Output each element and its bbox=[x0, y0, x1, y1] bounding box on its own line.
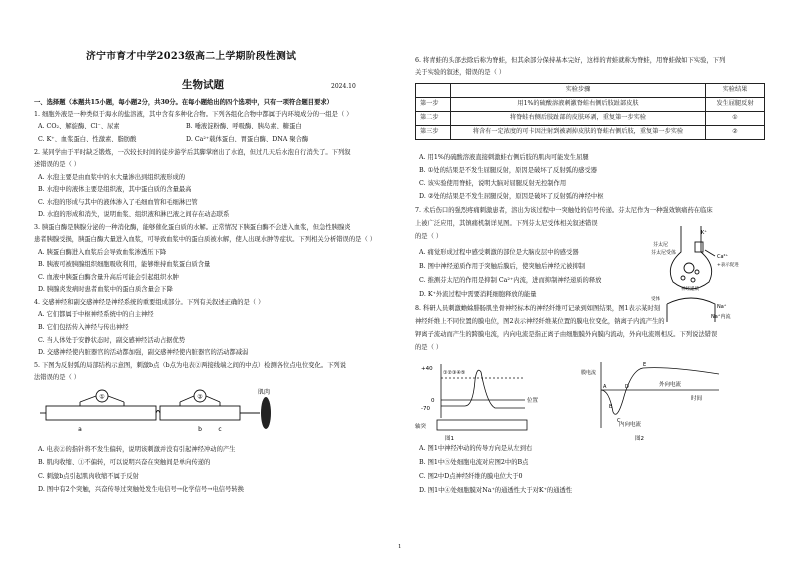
exam-date: 2024.10 bbox=[331, 83, 356, 90]
q6-stem-2: 关于实验的叙述，错误的是（ ） bbox=[415, 69, 506, 76]
q8-option-b: B. 图1中⑤处细胞电流对应图2中的B点 bbox=[419, 459, 529, 466]
svg-text:-70: -70 bbox=[421, 406, 430, 412]
q8-option-d: D. 图1中④处细胞膜对Na⁺的通透性大于对K⁺的通透性 bbox=[419, 487, 573, 494]
svg-text:+40: +40 bbox=[421, 366, 433, 372]
q1-option-a: A. CO₂、解旋酶、Cl⁻、尿素 bbox=[38, 123, 120, 130]
svg-text:芬太尼: 芬太尼 bbox=[653, 242, 669, 248]
q4-option-b: B. 它们包括传入神经与传出神经 bbox=[38, 324, 129, 331]
svg-text:内向电流: 内向电流 bbox=[619, 422, 642, 428]
q2-option-b: B. 水泡中的液体主要是组织液，其中蛋白质的含量最高 bbox=[38, 186, 192, 193]
q6-option-d: D. ②处的结果是不发生屈腿反射，原因是破坏了反射弧的神经中枢 bbox=[419, 193, 604, 200]
q8-stem-2: 神经纤维上不同位置的膜电位，图2表示神经纤维某位置的膜电位变化，钠离子内流产生的 bbox=[415, 318, 665, 325]
q6-option-a: A. 用1%的硫酸溶液直接刺激蛙右侧后肢的肌肉可能发生屈腿 bbox=[419, 154, 589, 161]
experiment-table bbox=[415, 83, 765, 140]
svg-text:+表示促进: +表示促进 bbox=[717, 263, 739, 268]
q1-stem: 1. 细胞外液是一种类似于海水的盐溶液，其中含有多种化合物。下列各组化合物中都属于内环境成分的一组是（ ） bbox=[34, 111, 353, 118]
table-header-step: 实验步骤 bbox=[451, 84, 706, 98]
svg-text:E: E bbox=[643, 362, 647, 368]
svg-text:a: a bbox=[78, 426, 82, 433]
q4-option-a: A. 它们都属于中枢神经系统中的自主神经 bbox=[38, 311, 154, 318]
q7-option-c: C. 推测芬太尼的作用是抑制 Ca²⁺内流，进而抑制神经递质的释放 bbox=[419, 277, 602, 284]
muscle-label: 肌肉 bbox=[258, 389, 271, 396]
svg-text:神经递质: 神经递质 bbox=[681, 287, 699, 292]
q4-option-d: D. 交感神经使内脏器官的活动都加强，副交感神经使内脏器官的活动都减弱 bbox=[38, 349, 249, 356]
figure-2 bbox=[579, 360, 729, 442]
q2-option-a: A. 水泡主要是由血浆中的水大量渗出到组织液形成的 bbox=[38, 174, 186, 181]
school-title: 济宁市育才中学2023级高二上学期阶段性测试 bbox=[86, 51, 297, 62]
muscle-shape bbox=[261, 397, 271, 429]
q7-stem-3: 的是（ ） bbox=[415, 233, 443, 240]
svg-text:c: c bbox=[218, 426, 222, 433]
svg-text:时间: 时间 bbox=[691, 396, 703, 402]
svg-text:受体: 受体 bbox=[651, 297, 660, 302]
q6-option-b: B. ①处的结果是不发生屈腿反射，原因是破坏了反射弧的感受器 bbox=[419, 167, 597, 174]
q5-stem-1: 5. 下图为反射弧的局部结构示意图，刺激b点（b点为电表②两接线端之间的中点）检测各位点电位变化。下列说 bbox=[34, 362, 347, 369]
q3-stem-2: 患者胰腺受损，胰蛋白酶大量进入血浆，可导致血浆中的蛋白质被水解，使人出现水肿等症状。下列相关分析错误的是（ ） bbox=[34, 236, 377, 243]
svg-text:图1: 图1 bbox=[445, 436, 454, 442]
svg-text:轴突: 轴突 bbox=[415, 424, 427, 430]
q3-stem-1: 3. 胰蛋白酶是胰腺分泌的一种消化酶，能够催化蛋白质的水解。正常情况下胰蛋白酶不会进入血浆，但急性胰腺炎 bbox=[34, 224, 351, 231]
svg-text:位置: 位置 bbox=[527, 398, 539, 404]
q8-stem-4: 的是（ ） bbox=[415, 344, 443, 351]
q2-option-d: D. 水泡的形成和消失，说明血浆、组织液和淋巴液之间存在动态联系 bbox=[38, 211, 230, 218]
q3-option-d: D. 胰腺炎发病时患者血浆中的蛋白质含量会下降 bbox=[38, 286, 173, 293]
q6-option-c: C. 该实验使用脊蛙，说明大脑对屈腿反射无控制作用 bbox=[419, 180, 567, 187]
q3-option-b: B. 胰液可被胰腺组织细胞吸收利用，能够维持血浆蛋白质含量 bbox=[38, 261, 211, 268]
q4-stem: 4. 交感神经和副交感神经是神经系统的重要组成部分。下列有关叙述正确的是（ ） bbox=[34, 299, 265, 306]
q1-option-c: C. K⁺、血浆蛋白、性激素、脂肪酸 bbox=[38, 136, 137, 143]
q2-stem-2: 述错误的是（ ） bbox=[34, 161, 81, 168]
svg-text:0: 0 bbox=[431, 398, 435, 404]
table-row: 第一步 用1%的硫酸溶液刺激脊蛙右侧后肢趾部皮肤 发生屈腿反射 bbox=[416, 98, 765, 112]
svg-text:B: B bbox=[609, 404, 613, 410]
q7-stem-1: 7. 术后伤口的强烈疼痛刺激患者，溶出为该过程中一突触处的信号传递。芬太尼作为一种强效镇痛药在临床 bbox=[415, 207, 713, 214]
svg-text:①②③④⑤: ①②③④⑤ bbox=[443, 370, 466, 376]
q7-option-a: A. 痛觉形成过程中感受刺激的部位是大脑皮层中的感受器 bbox=[419, 249, 579, 256]
svg-text:②: ② bbox=[197, 393, 203, 401]
q8-option-c: C. 图2中D点神经纤维的膜电位大于0 bbox=[419, 473, 523, 480]
table-row: 第二步 将脊蛙右侧后肢趾部的皮肤环剥，重复第一步实验 ① bbox=[416, 112, 765, 126]
q4-option-c: C. 当人体处于安静状态时，副交感神经活动占据优势 bbox=[38, 337, 186, 344]
q6-stem-1: 6. 将青蛙的头部去除后称为脊蛙，但其余部分保持基本完好，这样的青蛙就称为脊蛙，用脊蛙做如下实验，下列 bbox=[415, 57, 726, 64]
synapse-figure bbox=[651, 222, 775, 326]
svg-text:外向电流: 外向电流 bbox=[659, 382, 682, 388]
svg-text:D: D bbox=[625, 384, 629, 390]
svg-text:b: b bbox=[198, 426, 202, 433]
figure-1 bbox=[415, 360, 575, 442]
svg-text:K⁺: K⁺ bbox=[701, 230, 707, 236]
q7-option-d: D. K⁺外流过程中需要消耗细胞释放的能量 bbox=[419, 291, 537, 298]
subject-title: 生物试题 bbox=[182, 79, 224, 91]
svg-text:芬太尼受体: 芬太尼受体 bbox=[651, 250, 677, 256]
q2-option-c: C. 水泡的形成与其中的液体渗入了毛细血管和毛细淋巴管 bbox=[38, 199, 198, 206]
svg-text:图2: 图2 bbox=[635, 436, 644, 442]
q8-stem-3: 钾离子流动而产生的跨膜电流，内向电流是指正离子由细胞膜外向膜内流动，外向电流则相反。下列说法错误 bbox=[415, 331, 718, 338]
svg-text:膜电流: 膜电流 bbox=[581, 370, 597, 376]
q5-stem-2: 法错误的是（ ） bbox=[34, 374, 81, 381]
q8-stem-1: 8. 科研人员刺激蟾蜍腓肠肌坐骨神经标本的神经纤维可记录到如图结果，图1表示某时刻 bbox=[415, 305, 661, 312]
svg-text:C: C bbox=[617, 418, 621, 424]
reflex-arc-figure bbox=[40, 386, 280, 438]
q5-option-d: D. 图中有2个突触，兴奋传导过突触处发生电信号→化学信号→电信号转换 bbox=[38, 486, 244, 493]
q7-stem-2: 上被广泛应用，其镇痛机制详见图。下列芬太尼受体相关叙述错误 bbox=[415, 220, 598, 227]
q2-stem-1: 2. 某同学由于平时缺乏锻炼，一次较长时间的徒步游学后其脚掌磨出了水泡，但过几天后水泡自行消失了。下列叙 bbox=[34, 149, 351, 156]
svg-text:Na⁺内流: Na⁺内流 bbox=[711, 314, 731, 320]
table-row: 第三步 将含有一定浓度的可卡因注射到被剥掉皮肤的脊蛙右侧后肢，重复第一步实验 ② bbox=[416, 126, 765, 140]
neuron-body-right bbox=[160, 406, 240, 420]
q5-option-a: A. 电表②的指针将不发生偏转，说明该刺激并没有引起神经冲动的产生 bbox=[38, 446, 236, 453]
q3-option-a: A. 胰蛋白酶进入血浆后会导致血浆渗透压下降 bbox=[38, 249, 167, 256]
page-number: 1 bbox=[398, 544, 402, 550]
neuron-body-left bbox=[46, 406, 156, 420]
q3-option-c: C. 血液中胰蛋白酶含量升高后可能会引起组织水肿 bbox=[38, 274, 179, 281]
table-header-result: 实验结果 bbox=[706, 84, 765, 98]
q5-option-c: C. 刺激b点引起肌肉收缩不属于反射 bbox=[38, 473, 139, 480]
section-heading: 一、选择题（本题共15小题，每小题2分，共30分。在每小题给出的四个选项中，只有一项符合题目要求） bbox=[34, 99, 333, 106]
q5-option-b: B. 肌肉收缩、①不偏转，可以说明兴奋在突触间是单向传递的 bbox=[38, 459, 211, 466]
q7-option-b: B. 图中神经递质作用于突触后膜后，使突触后神经元被抑制 bbox=[419, 263, 586, 270]
svg-text:A: A bbox=[603, 384, 607, 390]
q8-option-a: A. 图1中神经冲动的传导方向是从左到右 bbox=[419, 445, 533, 452]
svg-text:Ca²⁺: Ca²⁺ bbox=[717, 254, 729, 260]
svg-text:①: ① bbox=[99, 393, 105, 401]
svg-text:Na⁺: Na⁺ bbox=[717, 304, 727, 310]
q1-option-b: B. 唾液淀粉酶、呼吸酶、胰岛素、糖蛋白 bbox=[186, 123, 302, 130]
q1-option-d: D. Ca²⁺载体蛋白、胃蛋白酶、DNA 聚合酶 bbox=[186, 136, 309, 143]
